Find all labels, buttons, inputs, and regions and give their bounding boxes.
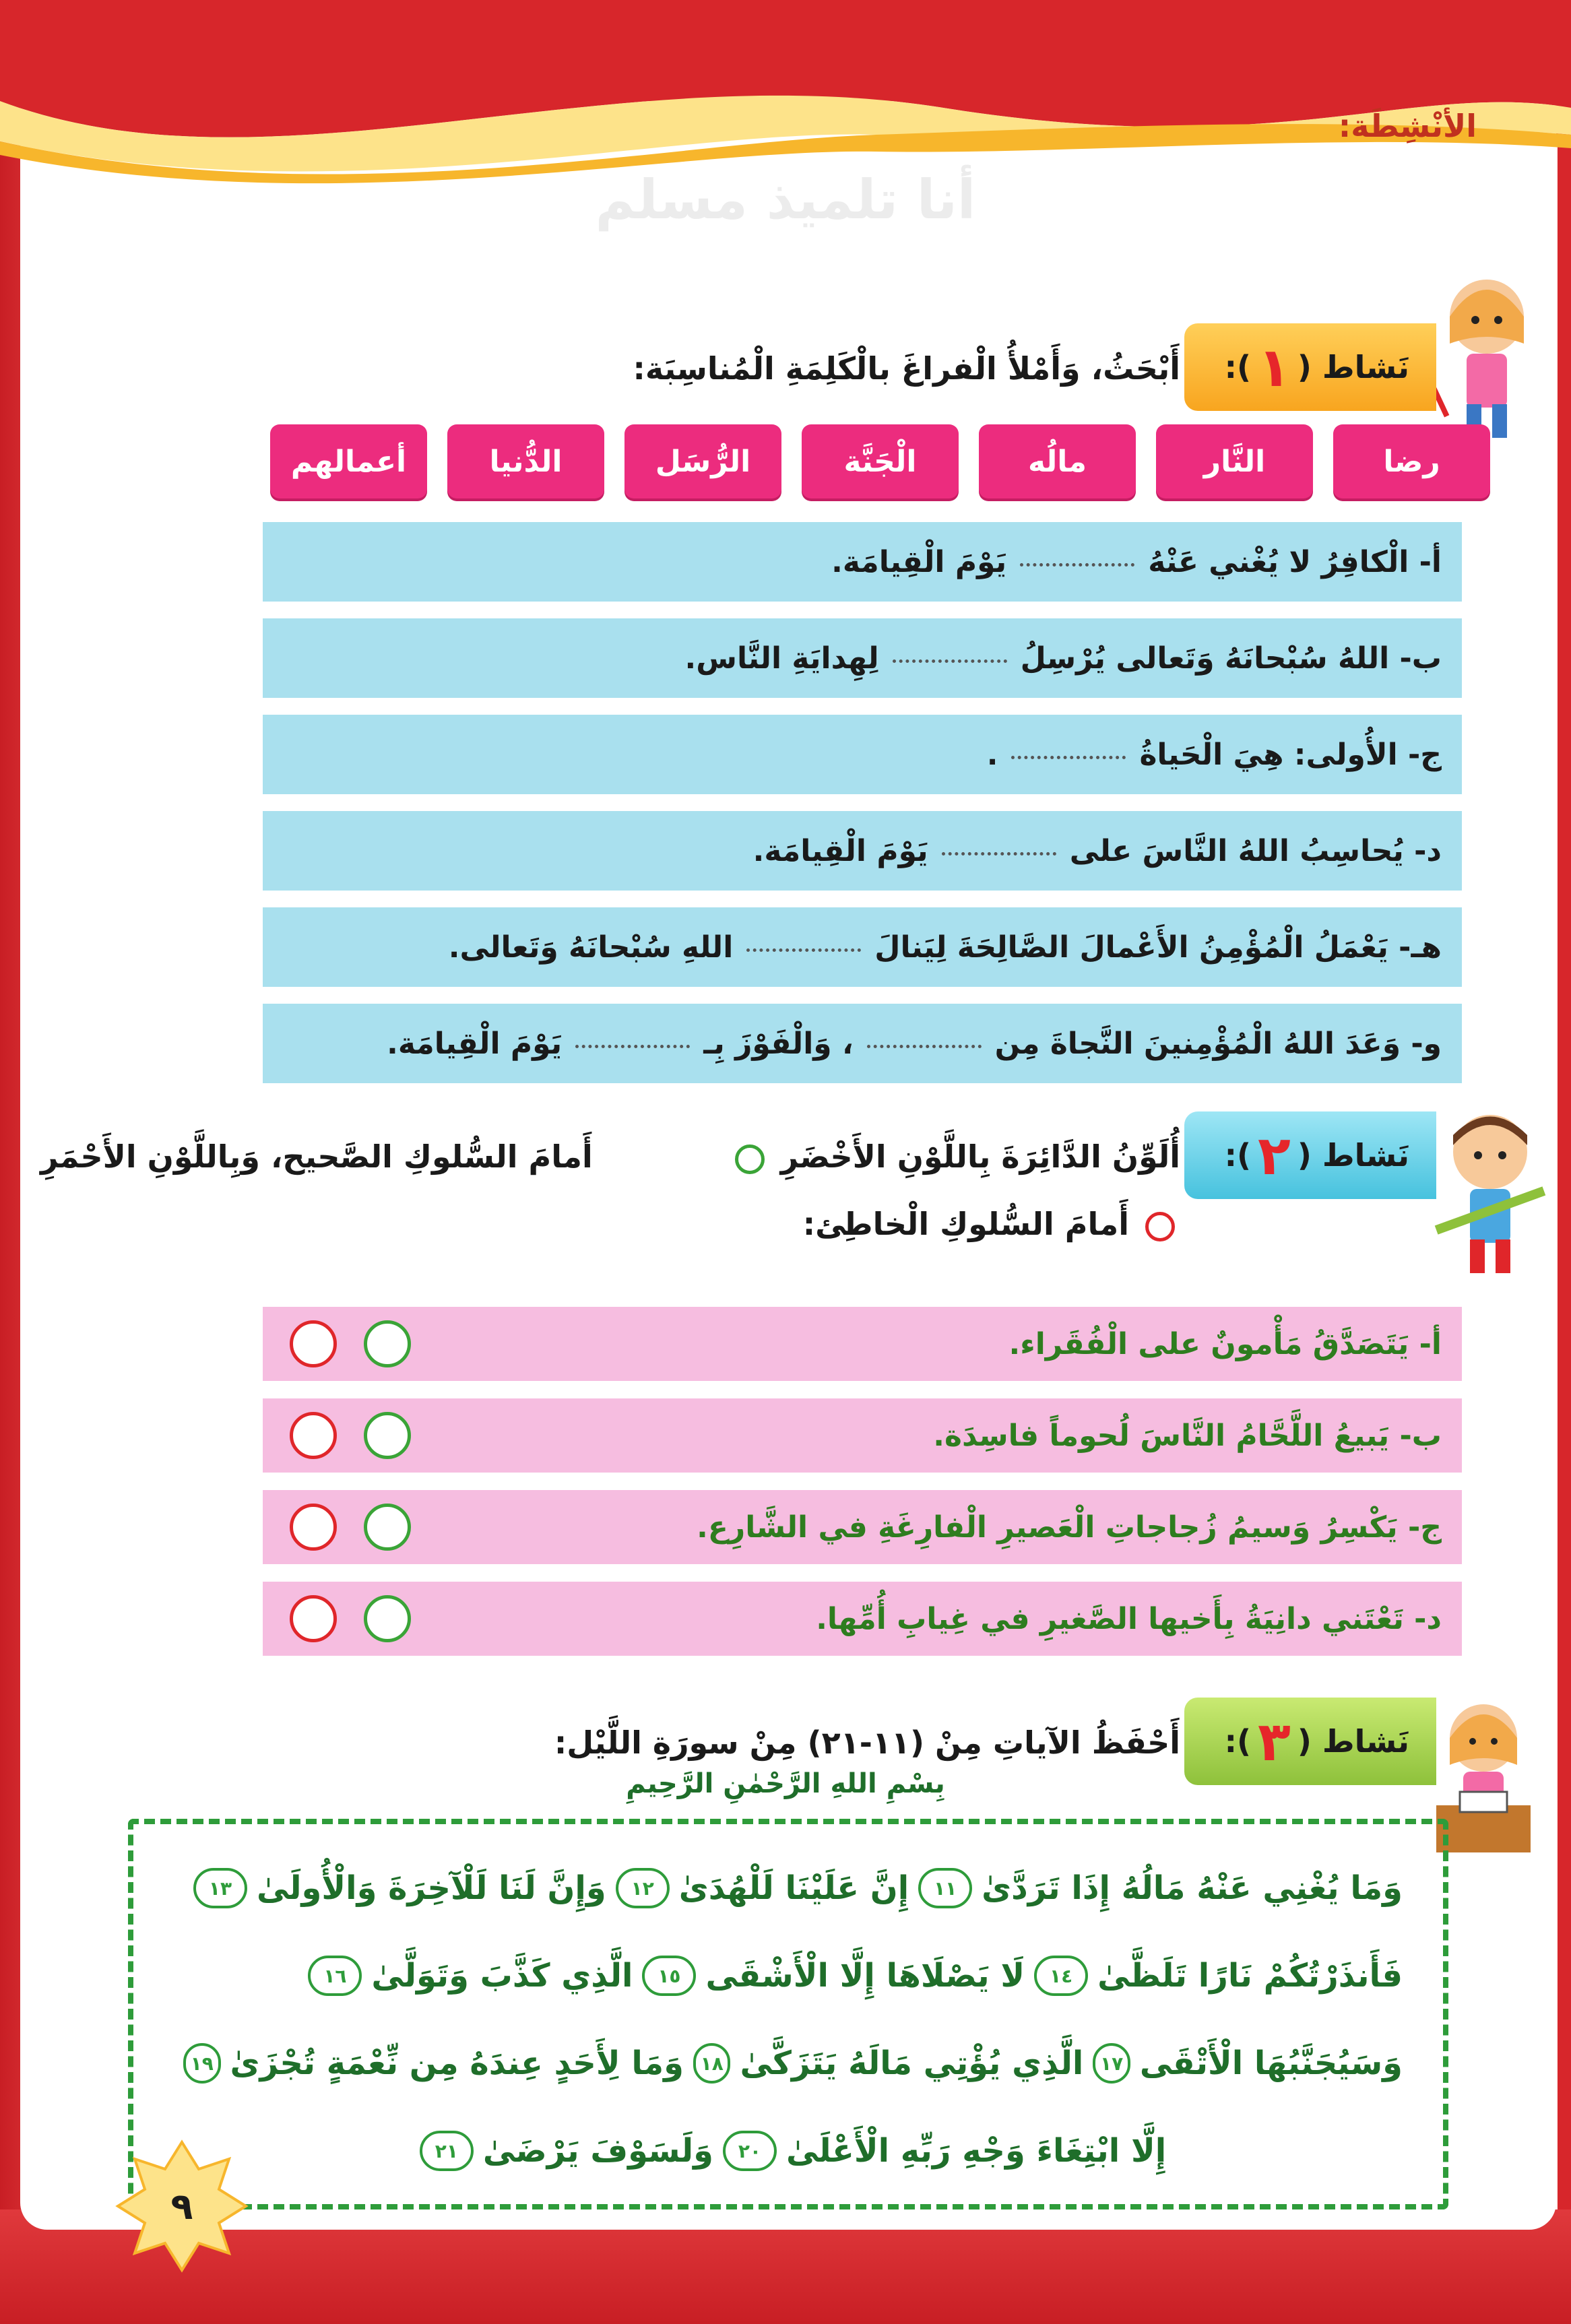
- right-frame: [1558, 0, 1571, 2324]
- word-chip: الْجَنَّة: [802, 424, 959, 498]
- ayah-number-icon: ١٨: [693, 2043, 731, 2084]
- verse-text: وَمَا لِأَحَدٍ عِندَهُ مِن نِّعْمَةٍ تُجْزَىٰ: [230, 2044, 684, 2082]
- ayah-number-icon: ١٩: [183, 2043, 221, 2084]
- behaviour-text: ب- يَبيعُ اللَّحَّامُ النَّاسَ لُحوماً فاسِدَة.: [933, 1418, 1442, 1453]
- activity2-tab: [1184, 1111, 1436, 1199]
- red-answer-circle[interactable]: [290, 1504, 337, 1551]
- activity2-instruction-part3: أَمامَ السُّلوكِ الْخاطِئ:: [802, 1206, 1129, 1242]
- quran-line: [174, 1932, 1403, 2020]
- red-answer-circle[interactable]: [290, 1412, 337, 1459]
- page-title: الأنْشِطَة:: [1338, 108, 1477, 144]
- answer-circles: [290, 1412, 411, 1459]
- behaviour-text: أ- يَتَصَدَّقُ مَأْمونٌ على الْفُقَراء.: [1008, 1326, 1442, 1361]
- ayah-number-icon: ٢١: [420, 2131, 474, 2171]
- activity1-number: ١: [1258, 335, 1291, 399]
- quran-line: [174, 2107, 1403, 2195]
- word-chip: النَّار: [1156, 424, 1313, 498]
- behaviour-row: [263, 1398, 1462, 1473]
- activity2-tab-close: ):: [1224, 1137, 1251, 1173]
- activity2-instruction-part1: أُلَوِّنُ الدَّائِرَةَ بِاللَّوْنِ الأَخْضَرِ: [780, 1138, 1180, 1175]
- activity2-number: ٢: [1258, 1124, 1291, 1187]
- fill-row-end: لِهِدايَةِ النَّاس.: [684, 641, 879, 676]
- girl-pencil-icon: [1430, 269, 1544, 445]
- blank-field[interactable]: [893, 653, 1007, 663]
- verse-text: لَا يَصْلَاهَا إِلَّا الْأَشْقَى: [705, 1957, 1025, 1995]
- fill-row-start: د- يُحاسِبُ اللهُ النَّاسَ على: [1069, 833, 1442, 868]
- basmala: بِسْمِ اللهِ الرَّحْمٰنِ الرَّحِيمِ: [626, 1768, 945, 1799]
- word-bank: [270, 424, 1490, 498]
- blank-field[interactable]: [1020, 557, 1134, 567]
- word-chip: الدُّنيا: [447, 424, 604, 498]
- activity2-instruction-line2: [803, 1206, 1180, 1242]
- behaviour-text: ج- يَكْسِرُ وَسيمُ زُجاجاتِ الْعَصيرِ الْفارِغَةِ في الشَّارِع.: [697, 1510, 1442, 1545]
- fill-row-end: يَوْمَ الْقِيامَة.: [752, 833, 928, 868]
- verse-text: الَّذِي كَذَّبَ وَتَوَلَّىٰ: [371, 1957, 633, 1995]
- red-answer-circle[interactable]: [290, 1320, 337, 1367]
- ayah-number-icon: ١٤: [1034, 1956, 1088, 1996]
- quran-verses-box: [128, 1819, 1448, 2209]
- fill-row-start: ب- اللهُ سُبْحانَهُ وَتَعالى يُرْسِلُ: [1020, 641, 1442, 676]
- word-chip: رضا: [1333, 424, 1490, 498]
- fill-row-end: .: [986, 737, 998, 772]
- fill-row-end: يَوْمَ الْقِيامَة.: [831, 544, 1007, 579]
- answer-circles: [290, 1320, 411, 1367]
- green-answer-circle[interactable]: [364, 1504, 411, 1551]
- ayah-number-icon: ١٣: [193, 1868, 247, 1908]
- green-answer-circle[interactable]: [364, 1320, 411, 1367]
- fill-row-middle: ، وَالْفَوْزَ بِـ: [703, 1026, 854, 1061]
- verse-text: وَلَسَوْفَ يَرْضَىٰ: [482, 2132, 713, 2170]
- answer-circles: [290, 1504, 411, 1551]
- green-circle-icon: [735, 1144, 765, 1174]
- behaviour-text: د- تَعْتَني دانِيَةُ بِأَخيها الصَّغيرِ في غِيابِ أُمِّها.: [816, 1601, 1442, 1636]
- activity1-instruction: أَبْحَثُ، وَأَمْلأُ الْفراغَ بالْكَلِمَةِ الْمُناسِبَة:: [633, 350, 1180, 387]
- activity2-instruction: [730, 1138, 1180, 1175]
- fill-row: [263, 522, 1462, 602]
- red-circle-icon: [1145, 1212, 1175, 1241]
- activity2-header: [1184, 1111, 1436, 1199]
- activity1-tab-close: ):: [1224, 349, 1251, 385]
- activity1-tab-label: نَشاط (: [1297, 349, 1409, 385]
- blank-field[interactable]: [1011, 750, 1126, 759]
- fill-row-start: أ- الْكافِرُ لا يُغْني عَنْهُ: [1148, 544, 1442, 579]
- red-answer-circle[interactable]: [290, 1595, 337, 1642]
- ayah-number-icon: ١٥: [642, 1956, 696, 1996]
- quran-line: [174, 2020, 1403, 2107]
- word-chip: أعمالهم: [270, 424, 427, 498]
- watermark-text: أنا تلميذ مسلم: [595, 168, 976, 231]
- fill-row: [263, 1004, 1462, 1083]
- word-chip: الرُّسَل: [624, 424, 781, 498]
- fill-row-start: هـ- يَعْمَلُ الْمُؤْمِنُ الأَعْمالَ الصَّالِحَةَ لِيَنالَ: [874, 930, 1442, 965]
- boy-pencil-icon: [1430, 1105, 1551, 1280]
- fill-row: [263, 618, 1462, 698]
- verse-text: وَإِنَّ لَنَا لَلْآخِرَةَ وَالْأُولَىٰ: [256, 1869, 606, 1907]
- ayah-number-icon: ١٧: [1093, 2043, 1130, 2084]
- verse-text: الَّذِي يُؤْتِي مَالَهُ يَتَزَكَّىٰ: [740, 2044, 1084, 2082]
- answer-circles: [290, 1595, 411, 1642]
- verse-text: وَسَيُجَنَّبُهَا الْأَتْقَى: [1139, 2044, 1403, 2082]
- fill-row: [263, 907, 1462, 987]
- blank-field[interactable]: [867, 1039, 982, 1048]
- ayah-number-icon: ١١: [918, 1868, 972, 1908]
- fill-row: [263, 811, 1462, 891]
- green-answer-circle[interactable]: [364, 1412, 411, 1459]
- activity3-instruction: أَحْفَظُ الآياتِ مِنْ (١١-٢١) مِنْ سورَةِ اللَّيْل:: [554, 1724, 1180, 1761]
- verse-text: إِنَّ عَلَيْنَا لَلْهُدَىٰ: [678, 1869, 909, 1907]
- ayah-number-icon: ١٦: [308, 1956, 362, 1996]
- activity3-tab-label: نَشاط (: [1297, 1723, 1409, 1760]
- ayah-number-icon: ١٢: [616, 1868, 670, 1908]
- behaviour-row: [263, 1490, 1462, 1564]
- fill-row-start: و- وَعَدَ اللهُ الْمُؤْمِنينَ النَّجاةَ مِن: [994, 1026, 1442, 1061]
- activity1-tab: [1184, 323, 1436, 411]
- fill-row-end: اللهِ سُبْحانَهُ وَتَعالى.: [448, 930, 734, 965]
- blank-field[interactable]: [942, 846, 1056, 856]
- activity2-instruction-cont: أَمامَ السُّلوكِ الصَّحيح، وَبِاللَّوْنِ الأَحْمَرِ: [40, 1138, 593, 1175]
- fill-row-start: ج- الأُولى: هِيَ الْحَياةُ: [1139, 737, 1442, 772]
- activity3-number: ٣: [1258, 1710, 1291, 1773]
- quran-line: [174, 1844, 1403, 1932]
- blank-field[interactable]: [746, 942, 861, 952]
- fill-row: [263, 715, 1462, 794]
- ayah-number-icon: ٢٠: [723, 2131, 777, 2171]
- activity3-tab-close: ):: [1224, 1723, 1251, 1760]
- verse-text: وَمَا يُغْنِي عَنْهُ مَالُهُ إِذَا تَرَدَّىٰ: [982, 1869, 1403, 1907]
- blank-field[interactable]: [575, 1039, 690, 1048]
- behaviour-row: [263, 1582, 1462, 1656]
- fill-row-end: يَوْمَ الْقِيامَة.: [387, 1026, 563, 1061]
- activity2-tab-label: نَشاط (: [1297, 1137, 1409, 1173]
- page-number: ٩: [170, 2185, 193, 2228]
- behaviour-row: [263, 1307, 1462, 1381]
- activity1-header: [1184, 323, 1436, 411]
- word-chip: مالُه: [979, 424, 1136, 498]
- verse-text: إِلَّا ابْتِغَاءَ وَجْهِ رَبِّهِ الْأَعْلَىٰ: [785, 2132, 1167, 2170]
- green-answer-circle[interactable]: [364, 1595, 411, 1642]
- verse-text: فَأَنذَرْتُكُمْ نَارًا تَلَظَّىٰ: [1097, 1957, 1403, 1995]
